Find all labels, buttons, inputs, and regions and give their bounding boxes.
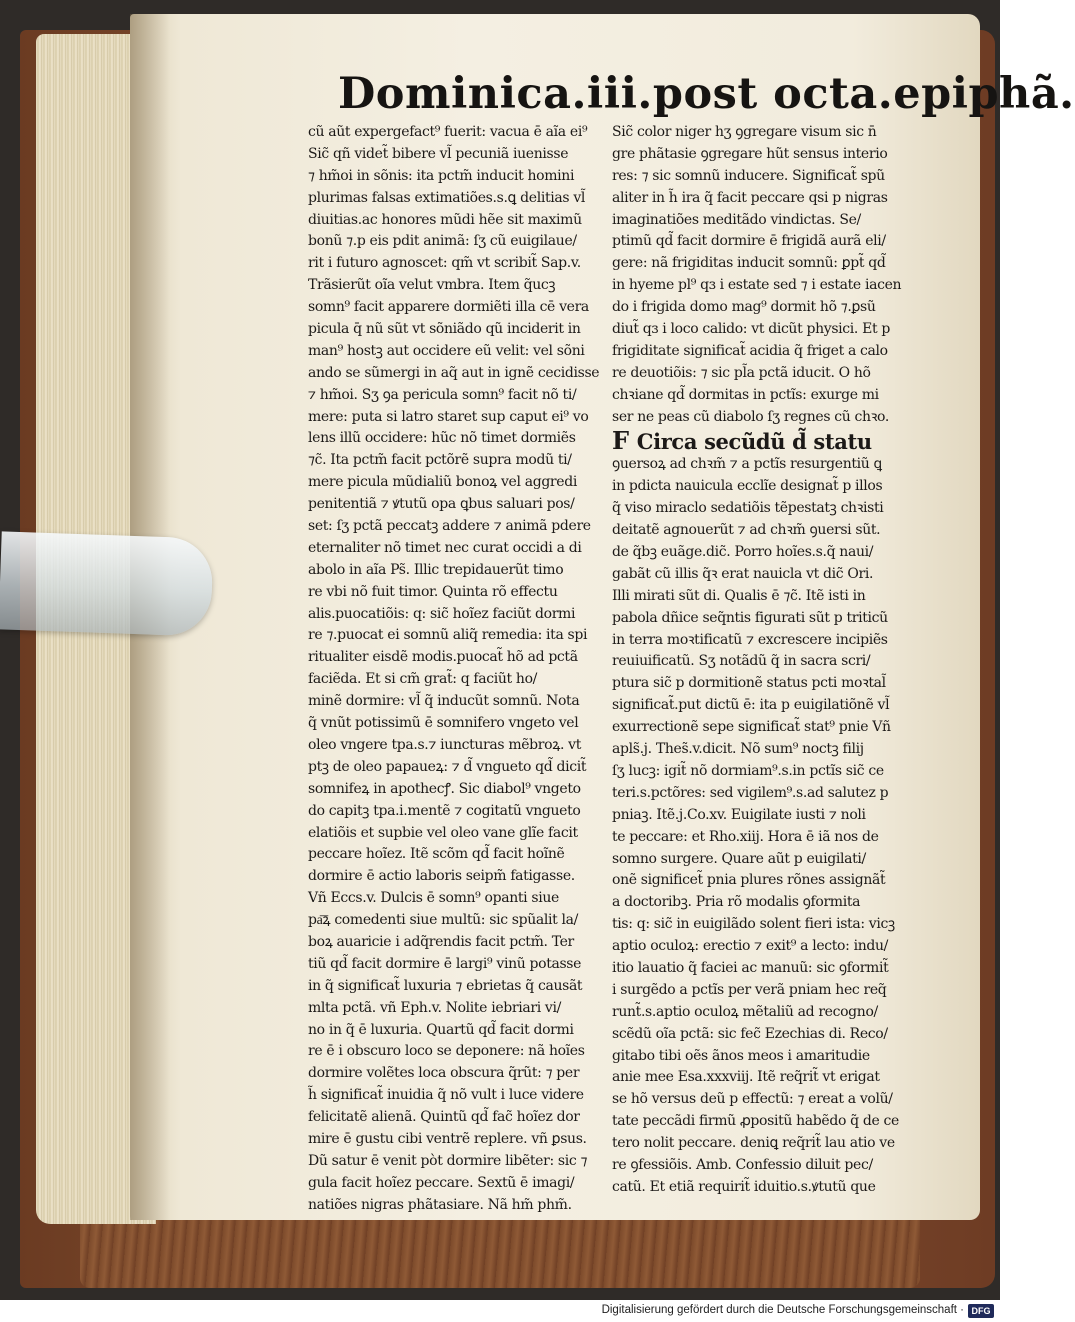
text-line: re ē i obscuro loco se deponere: nã hoĩes (308, 1043, 585, 1060)
text-line: aptio oculoꝝ: erectio ⁊ exit⁹ a lecto: indu/ (612, 938, 889, 955)
text-line: minẽ dormire: vl̃ q̃ inducũt somnũ. Nota (308, 693, 580, 710)
text-line: catũ. Et etiã requirit̃ iduitio.s.ꝟtutũ que (612, 1178, 876, 1195)
text-line: mire ē gustu cibi ventrẽ replere. vñ ꝑsus. (308, 1130, 587, 1147)
text-line: felicitatẽ alienã. Quintũ qd̃ fac̃ hoĩez dor (308, 1109, 580, 1126)
text-line: faciẽda. Et si cm̃ grat̃: q faciũt ho/ (308, 671, 538, 688)
text-line: boꝝ auaricie i adq̃rendis facit pctm̃. Ter (308, 933, 574, 950)
text-line: in q̃ significat̃ luxuria ⁊ ebrietas q̃ causãt (308, 977, 583, 994)
text-line: gere: nã frigiditas inducit somnũ: ꝑpt̃ qd̃ (612, 255, 886, 272)
text-line: eternaliter nõ timet nec curat occidi a di (308, 539, 582, 556)
text-line: abolo in aĩa Ps̃. Illic trepidauerũt timo (308, 561, 564, 578)
text-line: elatiõis et supbie vel oleo vane glĩe facit (308, 824, 578, 841)
text-line: gre phãtasie ꝯgregare hũt sensus interio (612, 145, 888, 162)
text-line: mlta pctã. vñ Eph.v. Nolite iebriari vi/ (308, 999, 561, 1016)
text-line: ptura sic̃ p dormitionẽ status pcti moꝛtal̃ (612, 675, 886, 692)
text-line: q̃ viso miraclo sedatiõis tẽpestatꝫ chꝛisti (612, 500, 884, 517)
text-line: somnifeꝝ in apothecꝭ. Sic diabol⁹ vngeto (308, 780, 581, 797)
text-line: cũ aũt expergefact⁹ fuerit: vacua ē aĩa ei⁹ (308, 124, 588, 140)
text-line: exurrectionẽ sepe significat̃ stat⁹ pnie Vñ (612, 719, 891, 736)
text-line: dormire volẽtes loca obscura q̃rũt: ⁊ per (308, 1065, 580, 1082)
text-line: itio lauatio q̃ faciei ac manuũ: sic ꝯformit̃ (612, 959, 889, 976)
text-line: bonũ ⁊.p eis pdit animã: ſʒ cũ euigilaue/ (308, 233, 577, 250)
funding-caption: Digitalisierung gefördert durch die Deutsche Forschungsgemeinschaft · (601, 1304, 964, 1316)
text-line: tero nolit peccare. deniꝗ req̃rit̃ lau atio ve (612, 1135, 895, 1152)
text-line: do capitꝫ tpa.i.mentẽ ⁊ cogitatũ vngueto (308, 802, 581, 819)
text-line: re ⁊.puocat ei somnũ aliq̃ remedia: ita spi (308, 627, 588, 644)
text-line: ptꝫ de oleo papaueꝝ: ⁊ d̃ vngueto qd̃ dicit̃ (308, 758, 587, 775)
text-line: re vbi nõ fuit timor. Quinta rõ effectu (308, 583, 558, 600)
text-line: te peccare: et Rho.xiij. Hora ē iã nos de (612, 828, 879, 845)
text-line: a doctoribꝫ. Pria rõ modalis ꝯformita (612, 894, 861, 911)
text-line: runt̃.s.aptio oculoꝝ mẽtaliũ ad recogno/ (612, 1003, 878, 1020)
text-line: tate peccãdi firmũ ꝓpositũ habẽdo q̃ de ce (612, 1113, 899, 1130)
text-line: re ꝯfessiõis. Amb. Confessio diluit pec/ (612, 1156, 873, 1173)
text-line: natiões nigras phãtasiare. Nã hm̃ phm̃. (308, 1196, 572, 1213)
dfg-logo: DFG (968, 1304, 994, 1318)
text-line: in hyeme pl⁹ qɜ i estate sed ⁊ i estate iacen (612, 277, 902, 294)
text-line: dormire ē actio laboris seipm̃ fatigasse. (308, 868, 575, 885)
rubric-text: Circa secũdũ d̃ statu (636, 429, 872, 455)
text-line: lens illũ occidere: hũc nõ timet dormiẽs (308, 430, 576, 447)
text-line: scẽdũ oĩa pctã: sic fec̃ Ezechias di. Reco/ (612, 1025, 888, 1042)
text-line: ando se sũmergi in aq̃ aut in ignẽ cecidisse (308, 364, 600, 381)
footer-bar (0, 1300, 1000, 1322)
bookmark-strip (0, 531, 214, 636)
text-line: q̃ vnũt potissimũ ē somnifero vngeto vel (308, 715, 579, 732)
text-line: Sic̃ color niger hʒ ꝯgregare visum sic n̄ (612, 124, 877, 140)
right-text-column (612, 122, 912, 1199)
text-line: Illi mirati sũt di. Qualis ē ⁊c̃. Itẽ isti in (612, 587, 866, 604)
text-line: significat̃.put dictũ ē: ita p euigilatiõnẽ vl̃ (612, 697, 890, 714)
text-line: ptimũ qd̃ facit dormire ē frigidã aurã eli/ (612, 233, 886, 250)
text-line: penitentiã ⁊ ꝟtutũ opa ꝗbus saluari pos/ (308, 496, 575, 513)
text-line: ſʒ lucꝫ: igit̃ nõ dormiam⁹.s.in pctĩs sic̃ ce (612, 762, 884, 779)
text-line: pniaꝫ. Itẽ.j.Co.xv. Euigilate iusti ⁊ noli (612, 806, 866, 823)
text-line: Trãsierũt oĩa velut vmbra. Item q̃ucꝫ (308, 277, 556, 294)
text-line: chꝛiane qd̃ dormitas in pctĩs: exurge mi (612, 386, 879, 403)
text-line: pabola dñice seq̃ntis figurati sũt p triticũ (612, 609, 888, 626)
text-line: picula q̄ nũ sũt vt sõniãdo qũ inciderit in (308, 321, 581, 338)
text-line: Vñ Eccs.v. Dulcis ē somn⁹ opanti siue (308, 890, 559, 907)
text-line: mere picula mũdialiũ bonoꝝ vel aggredi (308, 474, 577, 491)
text-line: set: ſʒ pctã peccatꝫ addere ⁊ animã pdere (308, 518, 591, 535)
left-text-column (308, 122, 608, 1217)
text-line: do i frigida domo mag⁹ dormit hõ ⁊.ꝑsũ (612, 299, 876, 316)
text-line: res: ⁊ sic somnũ inducere. Significat̃ spũ (612, 167, 885, 184)
text-line: de q̃bꝫ euãge.dic̃. Porro hoĩes.s.q̃ naui/ (612, 544, 874, 561)
text-line: no in q̃ ē luxuria. Quartũ qd̃ facit dormi (308, 1021, 574, 1038)
text-line: diuitias.ac honores mũdi hẽe sit maximũ (308, 211, 582, 228)
text-line: diut̃ qɜ i loco calido: vt dicũt physici. Et p (612, 321, 890, 338)
section-rubric (612, 428, 912, 454)
text-line: aliter in h̃ ira q̃ facit peccare qsi p nigras (612, 189, 888, 206)
text-line: reuiuificatũ. Sʒ notãdũ q̃ in sacra scri/ (612, 653, 871, 670)
text-line: apls̃.j. Thes̃.v.dicit. Nõ sum⁹ noctꝫ filij (612, 741, 864, 758)
text-line: ꝯuersoꝝ ad chꝛm̃ ⁊ a pctĩs resurgentiũ ꝗ (612, 456, 882, 473)
text-line: in pdicta nauicula ecclĩe designat̃ p illos (612, 478, 883, 495)
text-line: ⁊ hm̃oi in sõnis: ita pctm̃ inducit homini (308, 167, 575, 184)
text-line: somno surgere. Quare aũt p euigilati/ (612, 850, 866, 867)
text-line: somn⁹ facit apparere dormiẽti illa cē vera (308, 299, 589, 316)
text-line: tiũ qd̃ facit dormire ē largi⁹ vinũ potasse (308, 955, 582, 972)
text-line: anie mee Esa.xxxviij. Itẽ req̃rit̃ vt erigat (612, 1069, 880, 1086)
text-line: i surgẽdo a pctĩs per verã pniam hec req̃ (612, 981, 887, 998)
initial-letter: F (612, 426, 629, 456)
text-line: h̃ significat̃ inuidia q̃ nõ vult i luce videre (308, 1087, 584, 1104)
text-line: re deuotiõis: ⁊ sic pl̃a pctã iducit. O hõ (612, 364, 871, 381)
text-line: frigiditate significat̃ acidia q̃ friget a calo (612, 342, 888, 359)
text-line: se hõ versus deũ p effectũ: ⁊ ereat a volũ/ (612, 1091, 893, 1108)
text-line: oleo vngere tpa.s.⁊ iuncturas mẽbroꝝ. vt (308, 736, 581, 753)
text-line: deitatẽ agnouerũt ⁊ ad chꝛm̃ ꝯuersi sũt. (612, 522, 881, 539)
book-cover-edge (80, 1210, 920, 1288)
text-line: Dũ satur ē venit pòt dormire libẽter: sic ⁊ (308, 1152, 588, 1169)
text-line: pa͞ꝝ comedenti siue multũ: sic spũalit la/ (308, 912, 579, 929)
text-line: gula facit hoĩez peccare. Sextũ ē imagi/ (308, 1174, 575, 1191)
text-line: in terra moꝛtificatũ ⁊ excrescere incipiẽs (612, 631, 888, 648)
text-line: mere: puta si latro staret sup caput ei⁹ vo (308, 408, 589, 425)
text-line: ser ne peas cũ diabolo ſʒ regnes cũ chꝛo. (612, 408, 889, 425)
text-line: imaginatiões meditãdo vindictas. Se/ (612, 211, 861, 228)
text-line: onẽ significet̃ pnia plures rõnes assignãt̃ (612, 872, 886, 889)
text-line: peccare hoĩez. Itẽ scõm qd̃ facit hoĩnẽ (308, 846, 565, 863)
text-line: ⁊c̃. Ita pctm̃ facit pctõrẽ supra modũ ti/ (308, 452, 572, 469)
text-line: Sic̃ qñ videt̃ bibere vl̃ pecuniã iuenisse (308, 145, 569, 162)
text-line: gabãt cũ illis q̃ꝛ erat nauicla vt dic̃ Ori. (612, 565, 874, 582)
text-line: teri.s.pctõres: sed vigilem⁹.s.ad salutez p (612, 784, 889, 801)
text-line: ⁊ hm̃oi. Sʒ ꝯa pericula somn⁹ facit nõ ti/ (308, 386, 577, 403)
text-line: man⁹ hostꝫ aut occidere eũ velit: vel sõni (308, 342, 585, 359)
running-header: Dominica.iii.post octa.epiphã. (338, 69, 1075, 119)
text-line: rit i futuro agnoscet: qm̃ vt scribit̃ Sap.v. (308, 255, 581, 272)
text-line: gitabo tibi oẽs ãnos meos i amaritudie (612, 1047, 870, 1064)
text-line: ritualiter eisdẽ modis.puocat̃ hõ ad pctã (308, 649, 578, 666)
text-line: tis: q: sic̃ in euigilãdo solent fieri ista: vicꝫ (612, 916, 895, 933)
text-line: plurimas falsas extimatiões.s.ꝗ delitias vl̃ (308, 189, 586, 206)
text-line: alis.puocatiõis: q: sic̃ hoĩez faciũt dormi (308, 605, 576, 622)
